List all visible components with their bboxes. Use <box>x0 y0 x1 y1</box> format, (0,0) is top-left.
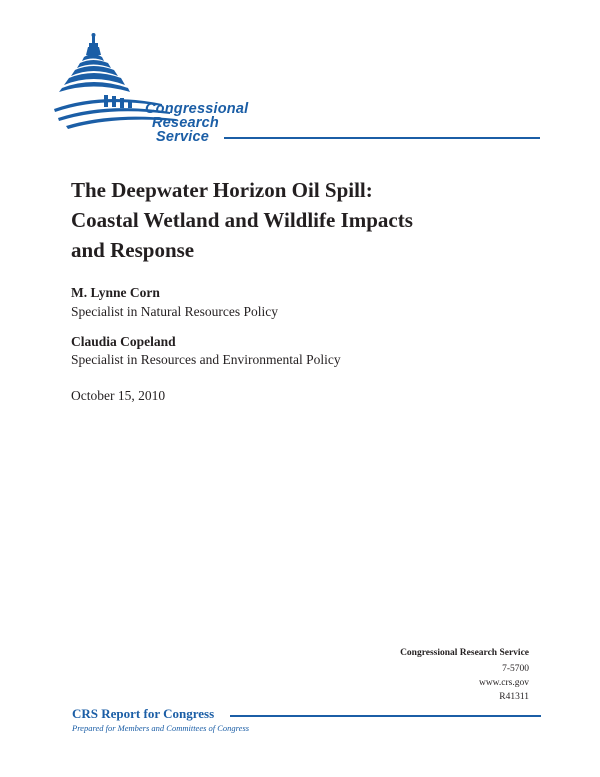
author-2-title: Specialist in Resources and Environmental Policy <box>71 352 341 367</box>
logo-text-service: Service <box>156 129 209 145</box>
title-line-3: and Response <box>71 238 195 262</box>
crs-info-block <box>400 644 529 704</box>
report-title <box>71 175 541 265</box>
footer-rule <box>230 715 541 717</box>
author-1-title: Specialist in Natural Resources Policy <box>71 304 278 319</box>
crs-website: www.crs.gov <box>478 678 529 688</box>
logo-text-congressional: Congressional <box>145 101 249 117</box>
footer-subtitle: Prepared for Members and Committees of Congress <box>72 723 250 733</box>
crs-report-id: R41311 <box>499 692 529 702</box>
author-2-name: Claudia Copeland <box>71 334 176 349</box>
logo-rule <box>224 137 540 139</box>
author-1-name: M. Lynne Corn <box>71 285 160 300</box>
crs-org-name: Congressional Research Service <box>400 648 529 658</box>
crs-number: 7-5700 <box>502 664 529 674</box>
crs-logo <box>52 32 540 146</box>
footer-title: CRS Report for Congress <box>72 706 215 721</box>
title-line-1: The Deepwater Horizon Oil Spill: <box>71 178 373 202</box>
logo-text-research: Research <box>152 115 219 131</box>
report-date: October 15, 2010 <box>71 388 166 403</box>
title-line-2: Coastal Wetland and Wildlife Impacts <box>71 208 413 232</box>
